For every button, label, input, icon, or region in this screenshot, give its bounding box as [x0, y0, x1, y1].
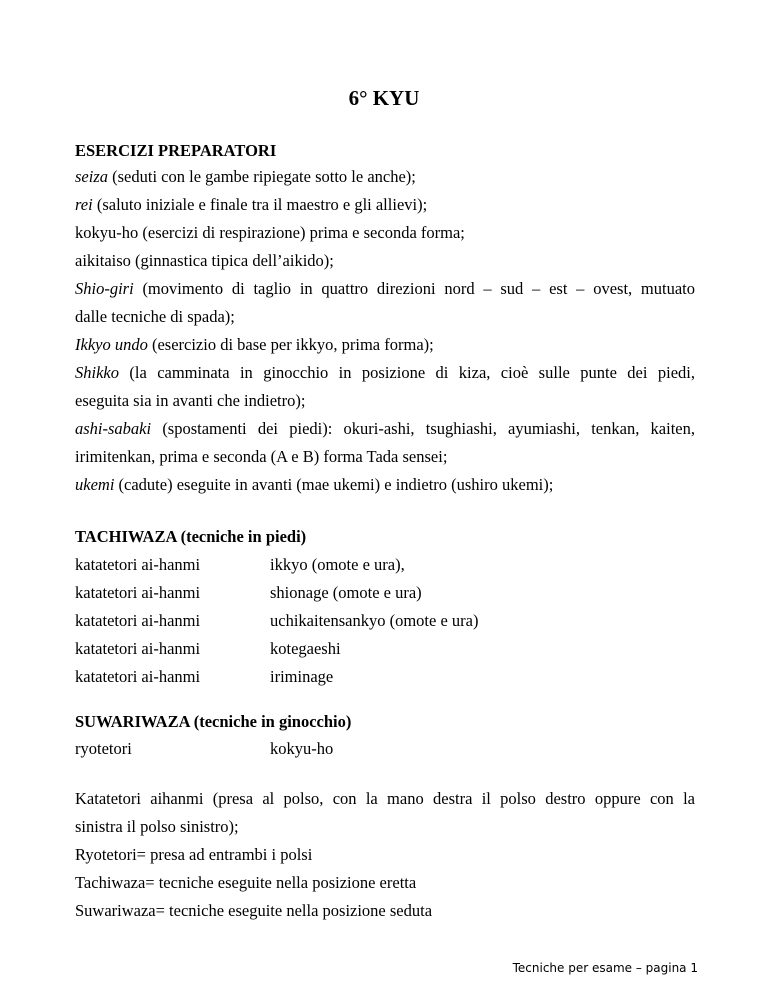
table-row-technique: kotegaeshi: [270, 639, 341, 658]
page-title: 6° KYU: [348, 86, 420, 110]
list-item: ukemi (cadute) eseguite in avanti (mae ukemi) e indietro (ushiro ukemi);: [75, 475, 554, 494]
tachiwaza-heading: TACHIWAZA (tecniche in piedi): [75, 527, 307, 546]
table-row-technique: ikkyo (omote e ura),: [270, 555, 405, 574]
list-item: Shio-giri (movimento di taglio in quattro direzioni nord – sud – est – ovest, mutuato dalle tecniche di spada);: [75, 279, 695, 326]
list-item: rei (saluto iniziale e finale tra il maestro e gli allievi);: [75, 195, 428, 214]
preparatory-heading: ESERCIZI PREPARATORI: [75, 141, 277, 160]
table-row-grip: katatetori ai-hanmi: [75, 583, 201, 602]
table-row-grip: katatetori ai-hanmi: [75, 555, 201, 574]
table-row-grip: katatetori ai-hanmi: [75, 639, 201, 658]
note-line: Katatetori aihanmi (presa al polso, con la mano destra il polso destro oppure con la: [75, 789, 695, 808]
note-line: Ryotetori= presa ad entrambi i polsi: [75, 845, 313, 864]
notes-section: [75, 787, 695, 838]
table-row-technique: kokyu-ho: [270, 739, 334, 758]
note-line: Tachiwaza= tecniche eseguite nella posizione eretta: [75, 873, 417, 892]
list-item: Ikkyo undo (esercizio di base per ikkyo, prima forma);: [75, 335, 434, 354]
list-item: aikitaiso (ginnastica tipica dell’aikido);: [75, 251, 334, 270]
suwariwaza-heading: SUWARIWAZA (tecniche in ginocchio): [75, 712, 352, 731]
list-item: ashi-sabaki (spostamenti dei piedi): okuri-ashi, tsughiashi, ayumiashi, tenkan, kaiten, irimitenkan, prima e seconda (A e B) forma Tada sensei;: [75, 419, 695, 466]
table-row-grip: ryotetori: [75, 739, 132, 758]
preparatory-list: [75, 165, 695, 188]
list-item: kokyu-ho (esercizi di respirazione) prima e seconda forma;: [75, 223, 465, 242]
table-row-technique: shionage (omote e ura): [270, 583, 422, 602]
table-row-technique: iriminage: [270, 667, 334, 686]
table-row-grip: katatetori ai-hanmi: [75, 667, 201, 686]
list-item: seiza (seduti con le gambe ripiegate sotto le anche);: [75, 167, 416, 186]
table-row-technique: uchikaitensankyo (omote e ura): [270, 611, 479, 630]
list-item: Shikko (la camminata in ginocchio in posizione di kiza, cioè sulle punte dei piedi, eseguita sia in avanti che indietro);: [75, 363, 695, 410]
note-line: Suwariwaza= tecniche eseguite nella posizione seduta: [75, 901, 433, 920]
page-footer: Tecniche per esame – pagina 1: [512, 961, 698, 975]
table-row-grip: katatetori ai-hanmi: [75, 611, 201, 630]
note-line: sinistra il polso sinistro);: [75, 817, 239, 836]
preparatory-section: [75, 139, 695, 162]
